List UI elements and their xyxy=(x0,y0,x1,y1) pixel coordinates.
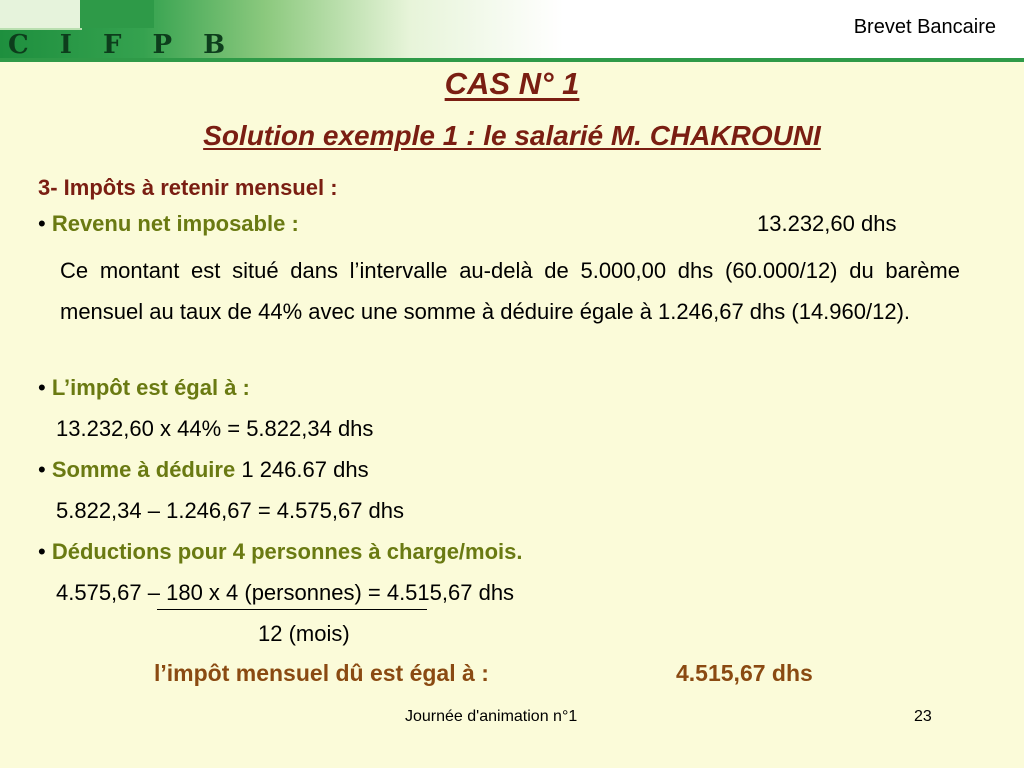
somme-calc: 5.822,34 – 1.246,67 = 4.575,67 dhs xyxy=(56,498,405,523)
final-label: l’impôt mensuel dû est égal à : xyxy=(154,660,489,686)
revenu-label: Revenu net imposable : xyxy=(51,211,299,236)
impot-label: L’impôt est égal à : xyxy=(51,375,250,400)
impot-calc: 13.232,60 x 44% = 5.822,34 dhs xyxy=(56,416,374,441)
deductions-numerator: 4.575,67 – 180 x 4 (personnes) = 4.515,67 dhs xyxy=(56,580,515,605)
revenu-value: 13.232,60 dhs xyxy=(757,211,897,236)
deductions-denominator: 12 (mois) xyxy=(258,621,350,646)
brand-label: Brevet Bancaire xyxy=(853,16,996,38)
deductions-label: Déductions pour 4 personnes à charge/mois. xyxy=(51,539,523,564)
slide-subtitle: Solution exemple 1 : le salarié M. CHAKROUNI xyxy=(203,120,821,151)
bareme-paragraph: Ce montant est situé dans l’intervalle au-delà de 5.000,00 dhs (60.000/12) du barème mensuel au taux de 44% avec une somme à déduire égale à 1.246,67 dhs (14.960/12). xyxy=(60,258,960,324)
footer-center: Journée d'animation n°1 xyxy=(405,708,578,725)
bullet-dot: • xyxy=(38,375,46,400)
page-number: 23 xyxy=(914,708,932,725)
bullet-dot: • xyxy=(38,211,46,236)
bullet-deductions xyxy=(38,538,523,566)
cifpb-logo: C I F P B xyxy=(8,30,237,60)
bullet-dot: • xyxy=(38,457,46,482)
somme-label: Somme à déduire xyxy=(51,457,236,482)
slide-title: CAS N° 1 xyxy=(444,66,580,101)
bullet-revenu xyxy=(38,210,299,238)
somme-value: 1 246.67 dhs xyxy=(241,457,369,482)
bullet-impot xyxy=(38,374,250,402)
fraction-bar xyxy=(157,609,427,610)
logo-tile-light xyxy=(0,0,82,30)
final-value: 4.515,67 dhs xyxy=(676,660,813,686)
bullet-somme xyxy=(38,456,369,484)
bullet-dot: • xyxy=(38,539,46,564)
logo-tile-dark xyxy=(80,0,154,28)
section-heading: 3- Impôts à retenir mensuel : xyxy=(38,175,338,200)
